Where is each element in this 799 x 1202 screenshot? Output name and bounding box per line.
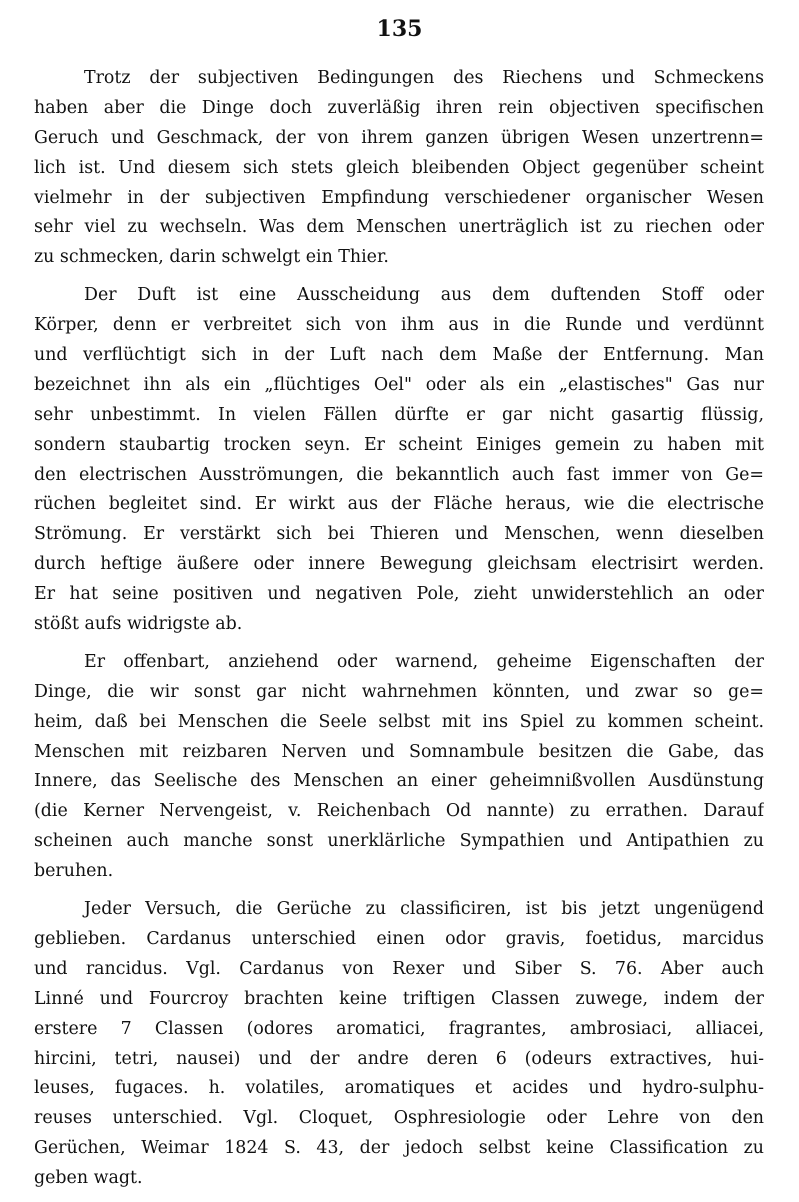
text-line: Körper, denn er verbreitet sich von ihm aus in die Runde und verdünnt xyxy=(34,315,764,336)
text-line: erstere 7 Classen (odores aromatici, fragrantes, ambrosiaci, alliacei, xyxy=(34,1018,764,1039)
text-line: geblieben. Cardanus unterschied einen odor gravis, foetidus, marcidus xyxy=(34,928,764,949)
text-line: scheinen auch manche sonst unerklärliche Sympathien und Antipathien zu xyxy=(34,831,764,852)
text-line: hircini, tetri, nausei) und der andre deren 6 (odeurs extractives, hui- xyxy=(34,1048,764,1069)
paragraph xyxy=(34,64,764,273)
text-line: Linné und Fourcroy brachten keine triftigen Classen zuwege, indem der xyxy=(34,988,764,1009)
text-line: Strömung. Er verstärkt sich bei Thieren und Menschen, wenn dieselben xyxy=(34,524,764,545)
text-line: heim, daß bei Menschen die Seele selbst mit ins Spiel zu kommen scheint. xyxy=(34,711,764,732)
body-text xyxy=(34,64,764,1202)
text-line: geben wagt. xyxy=(34,1168,143,1189)
text-line: Gerüchen, Weimar 1824 S. 43, der jedoch selbst keine Classification zu xyxy=(34,1138,764,1159)
text-line: sehr unbestimmt. In vielen Fällen dürfte er gar nicht gasartig flüssig, xyxy=(34,404,764,425)
text-line: beruhen. xyxy=(34,861,114,882)
text-line: haben aber die Dinge doch zuverläßig ihren rein objectiven specifischen xyxy=(34,97,764,118)
text-line: Menschen mit reizbaren Nerven und Somnambule besitzen die Gabe, das xyxy=(34,741,764,762)
text-line: Er offenbart, anziehend oder warnend, geheime Eigenschaften der xyxy=(84,651,764,672)
text-line: vielmehr in der subjectiven Empfindung verschiedener organischer Wesen xyxy=(34,187,764,208)
text-line: den electrischen Ausströmungen, die bekanntlich auch fast immer von Ge= xyxy=(34,464,764,485)
paragraph xyxy=(34,281,764,640)
text-line: Geruch und Geschmack, der von ihrem ganzen übrigen Wesen unzertrenn= xyxy=(34,127,764,148)
text-line: leuses, fugaces. h. volatiles, aromatiques et acides und hydro-sulphu- xyxy=(34,1078,764,1099)
paragraph xyxy=(34,895,764,1194)
text-line: Er hat seine positiven und negativen Pole, zieht unwiderstehlich an oder xyxy=(34,584,764,605)
paragraph xyxy=(34,648,764,887)
text-line: zu schmecken, darin schwelgt ein Thier. xyxy=(34,247,389,268)
text-line: durch heftige äußere oder innere Bewegung gleichsam electrisirt werden. xyxy=(34,554,764,575)
text-line: reuses unterschied. Vgl. Cloquet, Osphresiologie oder Lehre von den xyxy=(34,1108,764,1129)
text-line: Innere, das Seelische des Menschen an einer geheimnißvollen Ausdünstung xyxy=(34,771,764,792)
text-line: und verflüchtigt sich in der Luft nach dem Maße der Entfernung. Man xyxy=(34,345,764,366)
text-line: Der Duft ist eine Ausscheidung aus dem duftenden Stoff oder xyxy=(84,285,764,306)
text-line: und rancidus. Vgl. Cardanus von Rexer und Siber S. 76. Aber auch xyxy=(34,958,764,979)
text-line: lich ist. Und diesem sich stets gleich bleibenden Object gegenüber scheint xyxy=(34,157,764,178)
text-line: bezeichnet ihn als ein „flüchtiges Oel" oder als ein „elastisches" Gas nur xyxy=(34,374,764,395)
text-line: stößt aufs widrigste ab. xyxy=(34,614,243,635)
text-line: Jeder Versuch, die Gerüche zu classificiren, ist bis jetzt ungenügend xyxy=(84,899,764,920)
text-line: (die Kerner Nervengeist, v. Reichenbach Od nannte) zu errathen. Darauf xyxy=(34,801,764,822)
text-line: rüchen begleitet sind. Er wirkt aus der Fläche heraus, wie die electrische xyxy=(34,494,764,515)
page-number: 135 xyxy=(376,16,423,42)
text-line: sondern staubartig trocken seyn. Er scheint Einiges gemein zu haben mit xyxy=(34,434,764,455)
text-line: Trotz der subjectiven Bedingungen des Riechens und Schmeckens xyxy=(84,68,764,88)
text-line: sehr viel zu wechseln. Was dem Menschen unerträglich ist zu riechen oder xyxy=(34,217,764,238)
text-line: Dinge, die wir sonst gar nicht wahrnehmen könnten, und zwar so ge= xyxy=(34,681,764,702)
